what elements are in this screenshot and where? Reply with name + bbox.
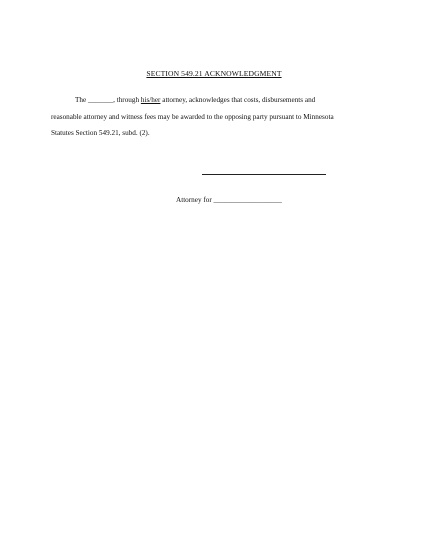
paragraph-line-2: reasonable attorney and witness fees may be awarded to the opposing party pursuant to Minnesota (51, 113, 334, 121)
line1-prefix: The _______, through (75, 96, 141, 104)
attorney-for-label: Attorney for ___________________ (176, 196, 282, 204)
paragraph-line-3: Statutes Section 549.21, subd. (2). (51, 129, 150, 137)
document-title: SECTION 549.21 ACKNOWLEDGMENT (146, 69, 282, 78)
signature-line (202, 174, 326, 175)
his-her-underlined: his/her (140, 96, 161, 104)
paragraph-line-1 (75, 96, 405, 104)
line1-suffix: attorney, acknowledges that costs, disbursements and (160, 96, 316, 104)
